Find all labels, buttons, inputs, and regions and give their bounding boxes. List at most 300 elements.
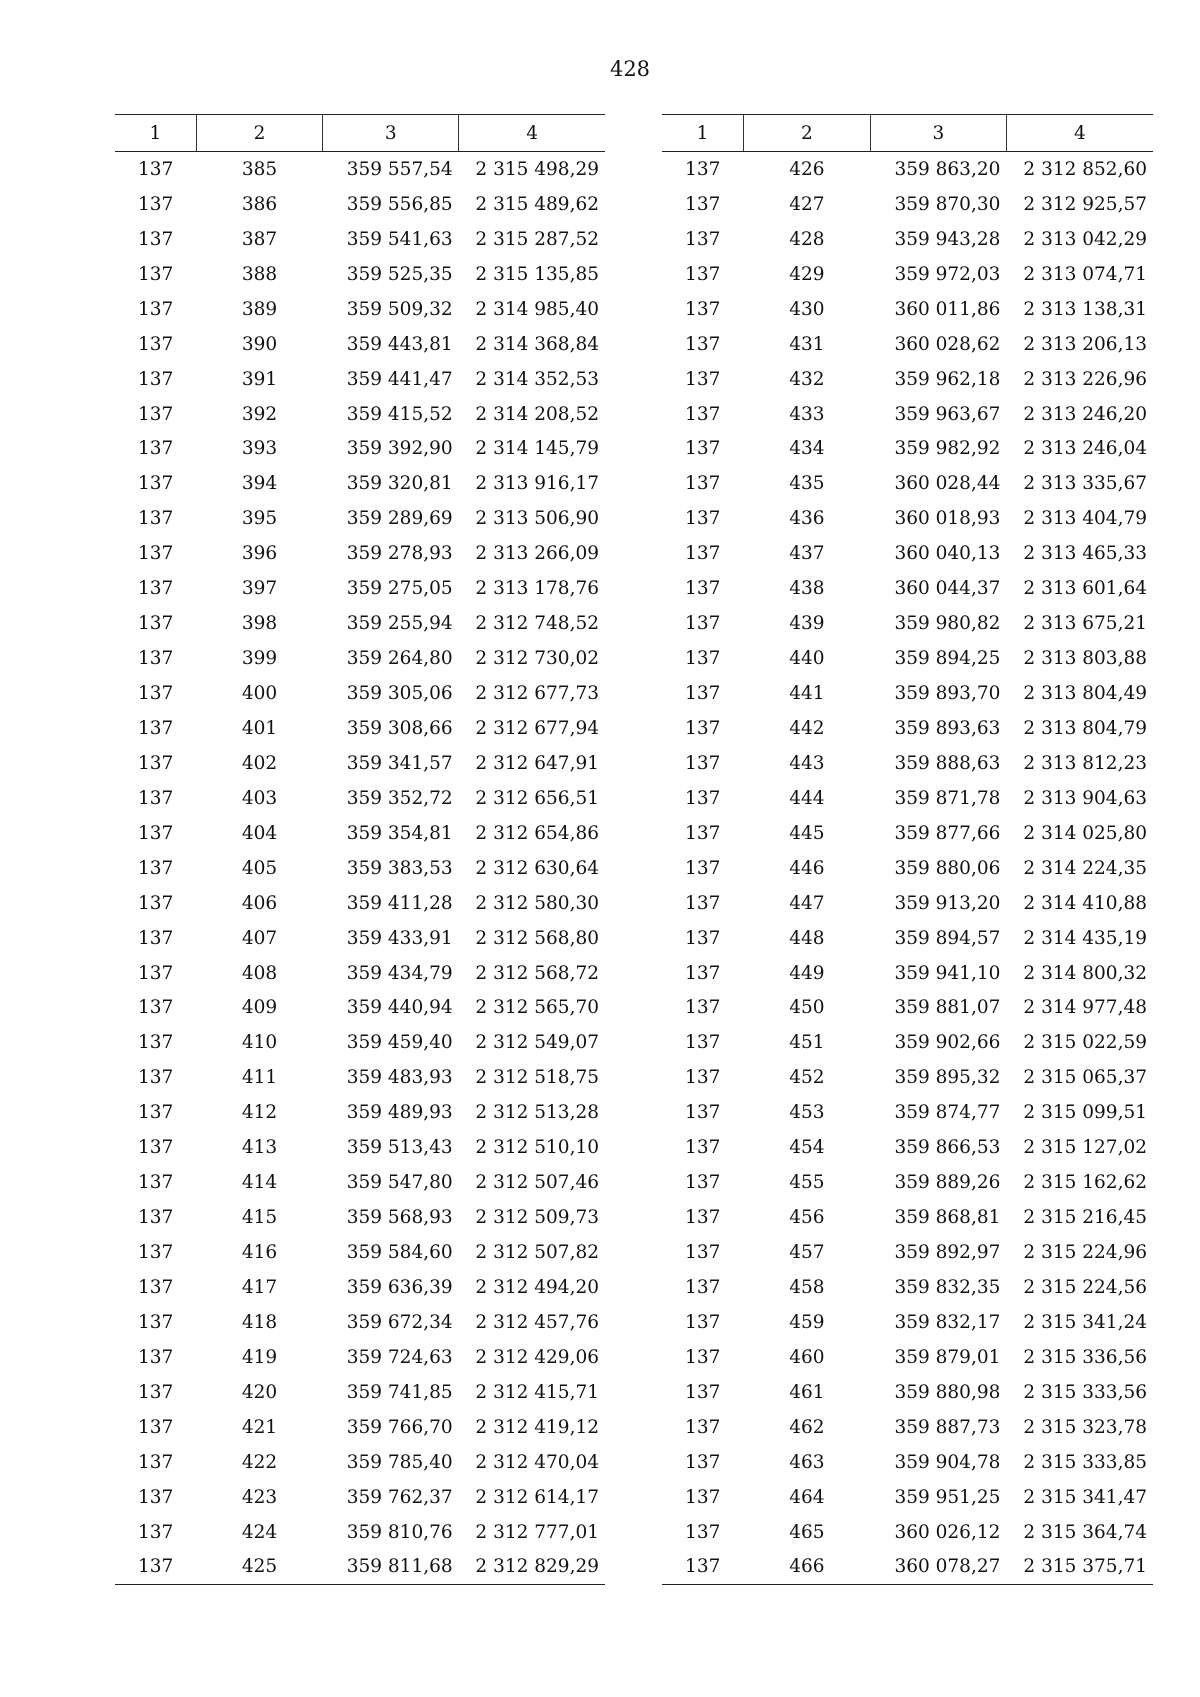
table-row: [662, 1095, 1153, 1130]
table-row: [662, 991, 1153, 1026]
cell-point: 434: [789, 438, 825, 460]
cell-x: 360 018,93: [894, 508, 1001, 530]
cell-x: 359 556,85: [346, 193, 453, 215]
cell-y: 2 315 224,96: [1023, 1242, 1147, 1264]
cell-x: 359 941,10: [894, 962, 1001, 984]
cell-contour: 137: [137, 927, 174, 949]
cell-y: 2 312 549,07: [475, 1032, 599, 1054]
cell-contour: 137: [685, 648, 721, 670]
cell-y: 2 313 465,33: [1023, 543, 1147, 565]
cell-y: 2 313 074,71: [1023, 263, 1147, 285]
cell-x: 359 278,93: [346, 543, 453, 565]
cell-x: 359 951,25: [894, 1486, 1001, 1508]
cell-point: 447: [789, 892, 825, 914]
table-row: [115, 956, 605, 991]
cell-contour: 137: [685, 1067, 721, 1089]
table-row: [662, 676, 1153, 711]
cell-y: 2 312 677,94: [475, 717, 599, 739]
table-row: [115, 432, 605, 467]
cell-x: 359 433,91: [346, 927, 453, 949]
cell-contour: 137: [685, 263, 721, 285]
cell-y: 2 314 410,88: [1023, 892, 1147, 914]
cell-y: 2 312 647,91: [475, 752, 599, 774]
cell-x: 359 489,93: [346, 1102, 453, 1124]
cell-y: 2 312 730,02: [475, 648, 599, 670]
cell-contour: 137: [685, 752, 721, 774]
cell-contour: 137: [137, 1207, 174, 1229]
cell-y: 2 314 977,48: [1023, 997, 1147, 1019]
table-row: [115, 501, 605, 536]
cell-y: 2 313 904,63: [1023, 787, 1147, 809]
cell-point: 402: [241, 752, 278, 774]
cell-y: 2 313 178,76: [475, 578, 599, 600]
cell-point: 423: [241, 1486, 278, 1508]
cell-contour: 137: [662, 1550, 743, 1585]
cell-contour: 137: [137, 263, 174, 285]
cell-contour: 137: [685, 1416, 721, 1438]
cell-point: 436: [789, 508, 825, 530]
cell-x: 359 892,97: [894, 1242, 1001, 1264]
table-row: [662, 816, 1153, 851]
cell-y: 2 314 145,79: [475, 438, 599, 460]
cell-y: 2 312 677,73: [475, 683, 599, 705]
cell-y: 2 312 630,64: [475, 857, 599, 879]
cell-x: 359 434,79: [346, 962, 453, 984]
cell-x: 359 874,77: [894, 1102, 1001, 1124]
table-row: [115, 886, 605, 921]
cell-y: 2 312 565,70: [475, 997, 599, 1019]
table-row: [115, 222, 605, 257]
cell-contour: 137: [137, 752, 174, 774]
table-row: [115, 571, 605, 606]
cell-contour: 137: [137, 333, 174, 355]
cell-x: 359 320,81: [346, 473, 453, 495]
cell-x: 360 026,12: [894, 1521, 1001, 1543]
table-row: [662, 1515, 1153, 1550]
cell-contour: 137: [137, 1242, 174, 1264]
cell-y: 2 312 777,01: [475, 1521, 599, 1543]
cell-contour: 137: [685, 683, 721, 705]
cell-y: 2 312 568,72: [475, 962, 599, 984]
cell-contour: 137: [137, 1521, 174, 1543]
cell-y: 2 315 341,24: [1023, 1311, 1147, 1333]
cell-contour: 137: [137, 1067, 174, 1089]
table-row: [662, 956, 1153, 991]
table-row: [115, 1550, 605, 1585]
cell-x: 359 264,80: [346, 648, 453, 670]
cell-point: 421: [241, 1416, 278, 1438]
cell-point: 412: [241, 1102, 278, 1124]
cell-y: 2 312 429,06: [475, 1346, 599, 1368]
cell-point: 414: [241, 1172, 278, 1194]
cell-point: 410: [241, 1032, 278, 1054]
cell-contour: 137: [137, 717, 174, 739]
table-row: [115, 327, 605, 362]
cell-point: 385: [241, 158, 278, 180]
page-number: 428: [609, 57, 651, 81]
table-row: [115, 1305, 605, 1340]
table-row: [662, 187, 1153, 222]
cell-x: 359 871,78: [894, 787, 1001, 809]
cell-point: 429: [789, 263, 825, 285]
cell-x: 359 584,60: [346, 1242, 453, 1264]
cell-x: 359 483,93: [346, 1067, 453, 1089]
cell-x: 359 894,57: [894, 927, 1001, 949]
cell-x: 359 513,43: [346, 1137, 453, 1159]
table-row: [115, 816, 605, 851]
table-row: [115, 292, 605, 327]
cell-contour: 137: [685, 298, 721, 320]
cell-x: 359 354,81: [346, 822, 453, 844]
cell-contour: 137: [137, 892, 174, 914]
cell-point: 431: [789, 333, 825, 355]
cell-x: 359 881,07: [894, 997, 1001, 1019]
cell-y: 2 313 675,21: [1023, 613, 1147, 635]
cell-x: 360 040,13: [894, 543, 1001, 565]
table-header-row: [662, 115, 1153, 152]
cell-contour: 137: [137, 543, 174, 565]
cell-point: 427: [789, 193, 825, 215]
cell-point: 460: [789, 1346, 825, 1368]
cell-x: 359 870,30: [894, 193, 1001, 215]
table-row: [662, 501, 1153, 536]
cell-y: 2 314 800,32: [1023, 962, 1147, 984]
table-row: [115, 1445, 605, 1480]
cell-point: 453: [789, 1102, 825, 1124]
cell-y: 2 315 216,45: [1023, 1207, 1147, 1229]
cell-contour: 137: [685, 158, 721, 180]
cell-point: 456: [789, 1207, 825, 1229]
cell-y: 2 313 226,96: [1023, 368, 1147, 390]
cell-point: 413: [241, 1137, 278, 1159]
cell-contour: 137: [137, 473, 174, 495]
table-row: [662, 327, 1153, 362]
cell-point: 403: [241, 787, 278, 809]
cell-y: 2 312 829,29: [459, 1550, 605, 1585]
cell-y: 2 315 489,62: [475, 193, 599, 215]
table-row: [115, 746, 605, 781]
cell-x: 360 028,44: [894, 473, 1001, 495]
cell-contour: 137: [685, 927, 721, 949]
cell-contour: 137: [685, 438, 721, 460]
table-row: [115, 536, 605, 571]
table-row: [662, 432, 1153, 467]
table-row: [662, 292, 1153, 327]
cell-point: 444: [789, 787, 825, 809]
cell-y: 2 312 654,86: [475, 822, 599, 844]
cell-y: 2 312 510,10: [475, 1137, 599, 1159]
cell-point: 422: [241, 1451, 278, 1473]
cell-contour: 137: [137, 1486, 174, 1508]
cell-contour: 137: [685, 1311, 721, 1333]
cell-y: 2 315 333,56: [1023, 1381, 1147, 1403]
cell-y: 2 313 206,13: [1023, 333, 1147, 355]
cell-point: 451: [789, 1032, 825, 1054]
table-row: [115, 1340, 605, 1375]
cell-contour: 137: [685, 1486, 721, 1508]
cell-x: 359 893,70: [894, 683, 1001, 705]
table-row: [662, 1165, 1153, 1200]
cell-point: 450: [789, 997, 825, 1019]
cell-point: 407: [241, 927, 278, 949]
cell-point: 386: [241, 193, 278, 215]
cell-x: 359 880,98: [894, 1381, 1001, 1403]
cell-x: 359 255,94: [346, 613, 453, 635]
table-row: [662, 1550, 1153, 1585]
cell-x: 359 982,92: [894, 438, 1001, 460]
table-row: [115, 1025, 605, 1060]
column-header-1: 1: [115, 115, 196, 152]
cell-y: 2 314 352,53: [475, 368, 599, 390]
table-row: [662, 571, 1153, 606]
cell-x: 359 943,28: [894, 228, 1001, 250]
cell-contour: 137: [137, 228, 174, 250]
cell-y: 2 312 518,75: [475, 1067, 599, 1089]
cell-x: 359 568,93: [346, 1207, 453, 1229]
cell-y: 2 315 336,56: [1023, 1346, 1147, 1368]
column-header-4: 4: [459, 115, 605, 152]
cell-y: 2 312 457,76: [475, 1311, 599, 1333]
cell-contour: 137: [137, 578, 174, 600]
table-row: [115, 1095, 605, 1130]
table-row: [115, 711, 605, 746]
cell-y: 2 312 568,80: [475, 927, 599, 949]
table-row: [662, 1060, 1153, 1095]
cell-contour: 137: [685, 787, 721, 809]
cell-y: 2 312 656,51: [475, 787, 599, 809]
cell-y: 2 314 368,84: [475, 333, 599, 355]
table-row: [662, 362, 1153, 397]
cell-point: 461: [789, 1381, 825, 1403]
cell-point: 415: [241, 1207, 278, 1229]
cell-point: 437: [789, 543, 825, 565]
table-row: [115, 1200, 605, 1235]
cell-y: 2 312 513,28: [475, 1102, 599, 1124]
cell-point: 392: [241, 403, 278, 425]
cell-x: 359 868,81: [894, 1207, 1001, 1229]
cell-y: 2 313 803,88: [1023, 648, 1147, 670]
table-row: [115, 851, 605, 886]
cell-y: 2 313 266,09: [475, 543, 599, 565]
table-row: [115, 1130, 605, 1165]
table-row: [662, 781, 1153, 816]
cell-contour: 137: [685, 228, 721, 250]
cell-contour: 137: [685, 962, 721, 984]
cell-x: 359 411,28: [346, 892, 453, 914]
cell-point: 389: [241, 298, 278, 320]
cell-y: 2 313 335,67: [1023, 473, 1147, 495]
cell-point: 388: [241, 263, 278, 285]
cell-x: 359 894,25: [894, 648, 1001, 670]
cell-point: 395: [241, 508, 278, 530]
cell-y: 2 315 364,74: [1023, 1521, 1147, 1543]
cell-y: 2 313 042,29: [1023, 228, 1147, 250]
cell-y: 2 312 925,57: [1023, 193, 1147, 215]
cell-point: 432: [789, 368, 825, 390]
cell-x: 359 980,82: [894, 613, 1001, 635]
cell-x: 359 887,73: [894, 1416, 1001, 1438]
cell-contour: 137: [115, 1550, 196, 1585]
table-row: [662, 1305, 1153, 1340]
cell-y: 2 315 341,47: [1023, 1486, 1147, 1508]
table-row: [115, 676, 605, 711]
cell-point: 390: [241, 333, 278, 355]
cell-point: 455: [789, 1172, 825, 1194]
cell-contour: 137: [137, 857, 174, 879]
cell-contour: 137: [137, 787, 174, 809]
table-row: [662, 641, 1153, 676]
cell-contour: 137: [685, 333, 721, 355]
cell-point: 466: [743, 1550, 870, 1585]
cell-contour: 137: [137, 1451, 174, 1473]
cell-y: 2 312 580,30: [475, 892, 599, 914]
cell-contour: 137: [137, 997, 174, 1019]
table-row: [115, 1480, 605, 1515]
table-row: [115, 466, 605, 501]
cell-y: 2 315 135,85: [475, 263, 599, 285]
cell-x: 359 443,81: [346, 333, 453, 355]
cell-y: 2 313 916,17: [475, 473, 599, 495]
cell-x: 360 028,62: [894, 333, 1001, 355]
cell-contour: 137: [137, 1311, 174, 1333]
cell-contour: 137: [685, 1451, 721, 1473]
cell-contour: 137: [685, 1032, 721, 1054]
cell-y: 2 312 507,46: [475, 1172, 599, 1194]
cell-point: 387: [241, 228, 278, 250]
table-row: [115, 921, 605, 956]
cell-x: 359 724,63: [346, 1346, 453, 1368]
cell-y: 2 313 804,49: [1023, 683, 1147, 705]
cell-contour: 137: [685, 403, 721, 425]
cell-y: 2 315 162,62: [1023, 1172, 1147, 1194]
cell-x: 359 962,18: [894, 368, 1001, 390]
cell-contour: 137: [685, 1346, 721, 1368]
cell-x: 359 305,06: [346, 683, 453, 705]
cell-x: 359 832,17: [894, 1311, 1001, 1333]
cell-point: 424: [241, 1521, 278, 1543]
cell-x: 359 762,37: [346, 1486, 453, 1508]
cell-contour: 137: [685, 1276, 721, 1298]
table-row: [662, 606, 1153, 641]
cell-y: 2 315 323,78: [1023, 1416, 1147, 1438]
cell-contour: 137: [685, 717, 721, 739]
cell-point: 457: [789, 1242, 825, 1264]
cell-contour: 137: [137, 1346, 174, 1368]
cell-y: 2 313 404,79: [1023, 508, 1147, 530]
table-row: [115, 606, 605, 641]
cell-y: 2 314 435,19: [1023, 927, 1147, 949]
cell-contour: 137: [685, 822, 721, 844]
cell-y: 2 315 287,52: [475, 228, 599, 250]
cell-contour: 137: [137, 962, 174, 984]
cell-y: 2 312 507,82: [475, 1242, 599, 1264]
cell-x: 359 889,26: [894, 1172, 1001, 1194]
cell-y: 2 313 812,23: [1023, 752, 1147, 774]
cell-contour: 137: [137, 1032, 174, 1054]
table-row: [115, 1375, 605, 1410]
cell-y: 2 312 614,17: [475, 1486, 599, 1508]
cell-point: 394: [241, 473, 278, 495]
cell-y: 2 312 415,71: [475, 1381, 599, 1403]
table-row: [662, 466, 1153, 501]
column-header-1: 1: [662, 115, 743, 152]
cell-y: 2 314 025,80: [1023, 822, 1147, 844]
table-row: [115, 187, 605, 222]
cell-x: 359 902,66: [894, 1032, 1001, 1054]
cell-x: 360 078,27: [870, 1550, 1006, 1585]
cell-x: 359 893,63: [894, 717, 1001, 739]
cell-x: 359 289,69: [346, 508, 453, 530]
cell-point: 463: [789, 1451, 825, 1473]
cell-point: 441: [789, 683, 825, 705]
cell-y: 2 313 506,90: [475, 508, 599, 530]
table-row: [662, 1025, 1153, 1060]
cell-y: 2 312 852,60: [1023, 158, 1147, 180]
cell-point: 446: [789, 857, 825, 879]
coordinates-table-left: [115, 114, 605, 1585]
cell-x: 359 888,63: [894, 752, 1001, 774]
cell-y: 2 315 099,51: [1023, 1102, 1147, 1124]
cell-x: 359 672,34: [346, 1311, 453, 1333]
table-row: [662, 536, 1153, 571]
cell-x: 359 547,80: [346, 1172, 453, 1194]
cell-point: 425: [196, 1550, 323, 1585]
table-row: [115, 362, 605, 397]
cell-contour: 137: [137, 648, 174, 670]
cell-point: 397: [241, 578, 278, 600]
cell-point: 452: [789, 1067, 825, 1089]
table-row: [662, 1480, 1153, 1515]
table-row: [662, 921, 1153, 956]
cell-contour: 137: [137, 193, 174, 215]
table-row: [662, 1270, 1153, 1305]
table-row: [115, 1515, 605, 1550]
table-row: [115, 1235, 605, 1270]
cell-x: 359 741,85: [346, 1381, 453, 1403]
table-row: [115, 1270, 605, 1305]
cell-point: 438: [789, 578, 825, 600]
cell-point: 442: [789, 717, 825, 739]
cell-x: 359 509,32: [346, 298, 453, 320]
cell-contour: 137: [685, 1242, 721, 1264]
cell-contour: 137: [685, 997, 721, 1019]
cell-contour: 137: [137, 1381, 174, 1403]
cell-x: 359 811,68: [323, 1550, 459, 1585]
cell-x: 359 308,66: [346, 717, 453, 739]
cell-contour: 137: [137, 508, 174, 530]
cell-point: 399: [241, 648, 278, 670]
cell-y: 2 315 065,37: [1023, 1067, 1147, 1089]
table-header-row: [115, 115, 605, 152]
cell-point: 449: [789, 962, 825, 984]
cell-point: 396: [241, 543, 278, 565]
cell-x: 359 963,67: [894, 403, 1001, 425]
column-header-3: 3: [323, 115, 459, 152]
cell-point: 440: [789, 648, 825, 670]
cell-x: 359 525,35: [346, 263, 453, 285]
cell-point: 401: [241, 717, 278, 739]
table-row: [115, 1410, 605, 1445]
cell-point: 428: [789, 228, 825, 250]
cell-y: 2 314 208,52: [475, 403, 599, 425]
cell-point: 411: [241, 1067, 278, 1089]
table-row: [662, 1340, 1153, 1375]
cell-y: 2 312 494,20: [475, 1276, 599, 1298]
cell-y: 2 314 224,35: [1023, 857, 1147, 879]
table-row: [115, 257, 605, 292]
cell-point: 462: [789, 1416, 825, 1438]
cell-point: 405: [241, 857, 278, 879]
